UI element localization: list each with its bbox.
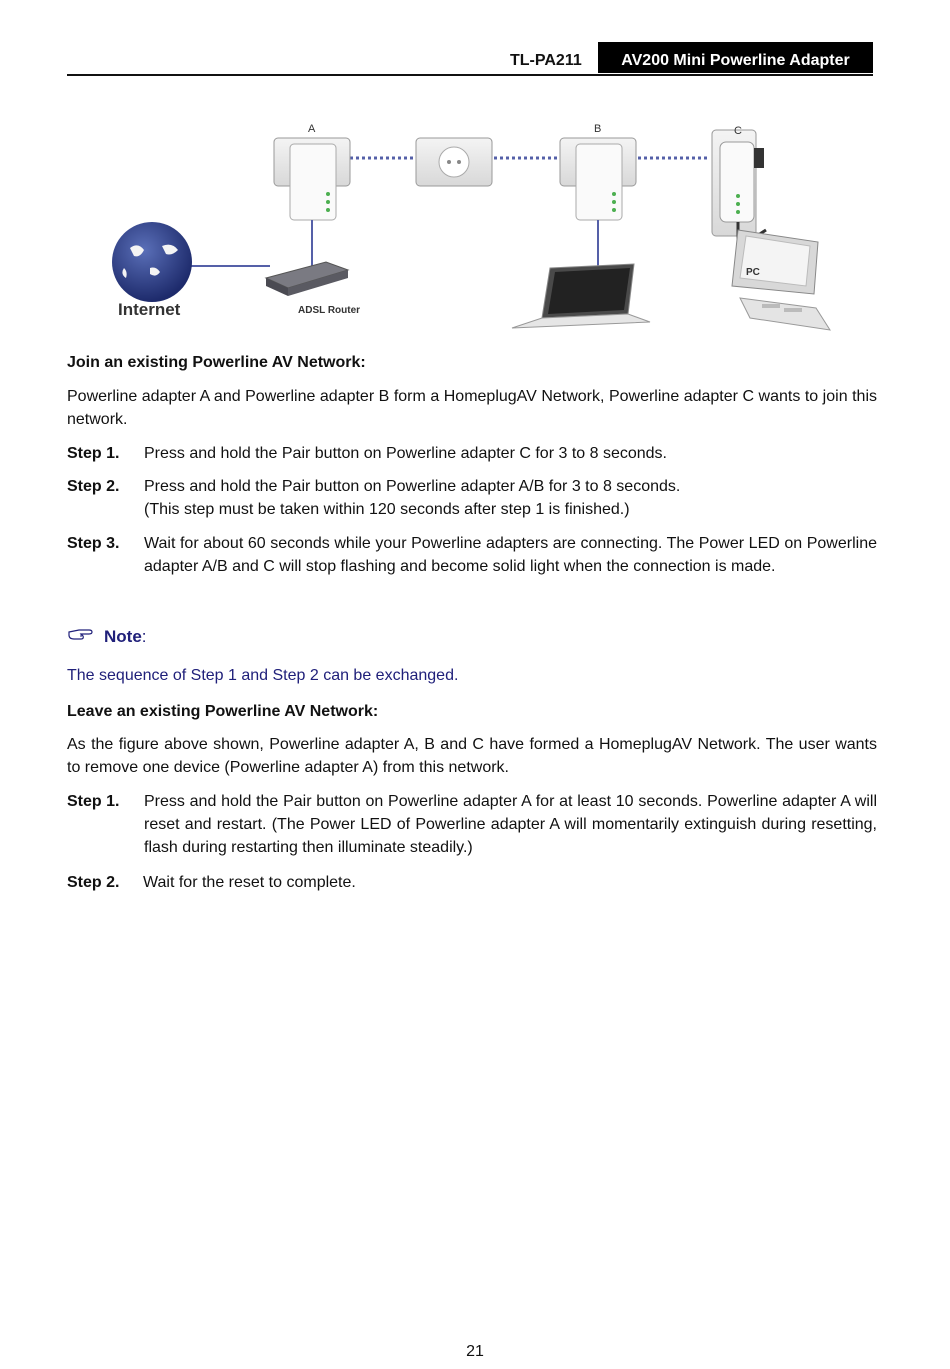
step-label: Step 1.: [67, 793, 120, 810]
header-product-title: AV200 Mini Powerline Adapter: [598, 42, 873, 73]
join-step-1: [67, 442, 877, 465]
step-text: Press and hold the Pair button on Powerline adapter C for 3 to 8 seconds.: [144, 445, 667, 462]
step-text: Press and hold the Pair button on Powerline adapter A for at least 10 seconds. Powerline adapter A will reset and restart. (The Power LED of Powerline adapter A will momentarily extinguish during resetting, flash during restarting then illuminate steadily.): [144, 793, 877, 856]
adapter-c-icon: [712, 130, 764, 236]
page-number: 21: [466, 1343, 484, 1360]
adsl-router-icon: [266, 262, 348, 296]
figure-label-b: B: [594, 123, 602, 135]
join-step-3: [67, 532, 877, 578]
page-header: [67, 42, 873, 76]
step-text: Press and hold the Pair button on Powerline adapter A/B for 3 to 8 seconds. (This step must be taken within 120 seconds after step 1 is finished.): [144, 478, 681, 518]
leave-step-2: [67, 871, 877, 894]
leave-intro: As the figure above shown, Powerline adapter A, B and C have formed a HomeplugAV Network. The user wants to remove one device (Powerline adapter A) from this network.: [67, 736, 877, 776]
step-text: Wait for about 60 seconds while your Powerline adapters are connecting. The Power LED on Powerline adapter A/B and C will stop flashing and become solid light when the connection is made.: [144, 535, 877, 575]
leave-heading: Leave an existing Powerline AV Network:: [67, 703, 379, 720]
step-label: Step 2.: [67, 874, 120, 891]
step-text: Wait for the reset to complete.: [143, 874, 356, 891]
step-label: Step 2.: [67, 478, 120, 495]
figure-label-internet: Internet: [118, 300, 181, 319]
header-model: TL-PA211: [510, 52, 582, 69]
step-label: Step 3.: [67, 535, 120, 552]
adapter-b-icon: [560, 138, 636, 220]
figure-label-a: A: [308, 123, 316, 135]
internet-globe-icon: [112, 222, 192, 302]
leave-step-1: [67, 790, 877, 859]
figure-label-pc: PC: [746, 267, 760, 278]
figure-label-router: ADSL Router: [298, 305, 361, 316]
adapter-a-icon: [274, 138, 350, 220]
join-intro: Powerline adapter A and Powerline adapter B form a HomeplugAV Network, Powerline adapter C wants to join this network.: [67, 388, 877, 428]
network-diagram: [100, 118, 840, 344]
note-text: The sequence of Step 1 and Step 2 can be exchanged.: [67, 667, 459, 684]
join-heading: Join an existing Powerline AV Network:: [67, 354, 366, 371]
pointing-hand-icon: [67, 624, 95, 644]
desktop-pc-icon: [732, 230, 830, 330]
step-label: Step 1.: [67, 445, 120, 462]
figure-label-c: C: [734, 125, 742, 137]
note-label: Note:: [104, 627, 147, 646]
wall-socket-icon: [416, 138, 492, 186]
join-step-2: [67, 475, 877, 521]
laptop-icon: [512, 264, 650, 328]
